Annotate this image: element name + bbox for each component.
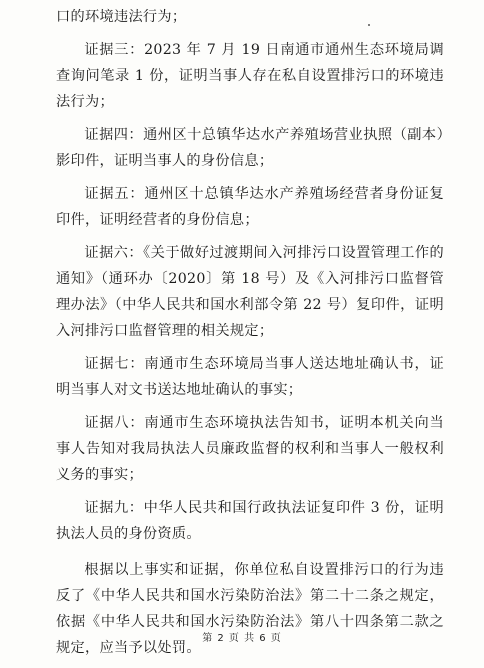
evidence-label: 证据五： — [84, 186, 145, 202]
paragraph-evidence-4 — [56, 122, 444, 174]
paragraph-text: 《关于做好过渡期间入河排污口设置管理工作的通知》（通环办〔2020〕第 18 号）及《入河排污口监督管理办法》（中华人民共和国水利部令第 22 号）复印件，证明入河排污口监督管理的相关规定； — [56, 245, 444, 339]
paragraph-text: 南通市生态环境执法告知书，证明本机关向当事人告知对我局执法人员廉政监督的权利和当事人一般权利义务的事实； — [56, 415, 444, 483]
evidence-label: 证据七： — [84, 356, 145, 372]
evidence-label: 证据四： — [84, 127, 144, 143]
paragraph-evidence-3 — [56, 37, 444, 115]
paragraph-text: 中华人民共和国行政执法证复印件 3 份，证明执法人员的身份资质。 — [56, 500, 445, 542]
paragraph-evidence-7 — [56, 351, 444, 403]
paragraph-text: 根据以上事实和证据，你单位私自设置排污口的行为违反了《中华人民共和国水污染防治法》第二十二条之规定，依据《中华人民共和国水污染防治法》第八十四条第二款之规定，应当予以处罚。 — [56, 562, 444, 656]
paragraph-text: 南通市生态环境局当事人送达地址确认书，证明当事人对文书送达地址确认的事实； — [56, 356, 444, 398]
paragraph-text: 通州区十总镇华达水产养殖场经营者身份证复印件，证明经营者的身份信息； — [56, 186, 444, 228]
page-footer: 第 2 页 共 6 页 — [202, 633, 282, 644]
evidence-label: 证据三： — [84, 42, 145, 58]
paragraph-text: 2023 年 7 月 19 日南通市通州生态环境局调查询问笔录 1 份，证明当事人存在私自设置排污口的环境违法行为； — [56, 42, 444, 110]
evidence-label: 证据九： — [84, 500, 144, 516]
paragraph-text: 通州区十总镇华达水产养殖场营业执照（副本）影印件，证明当事人的身份信息； — [56, 127, 444, 169]
paragraph-evidence-8 — [56, 410, 444, 488]
paragraph-evidence-5 — [56, 181, 444, 233]
paragraph-conclusion — [56, 557, 444, 661]
paragraph-evidence-6 — [56, 240, 444, 344]
paragraph-text: 口的环境违法行为； — [56, 9, 187, 25]
evidence-label: 证据六： — [84, 245, 144, 261]
document-body — [56, 4, 444, 668]
paragraph-evidence-9 — [56, 495, 444, 547]
evidence-label: 证据八： — [84, 415, 145, 431]
paragraph-continuation — [56, 4, 444, 30]
